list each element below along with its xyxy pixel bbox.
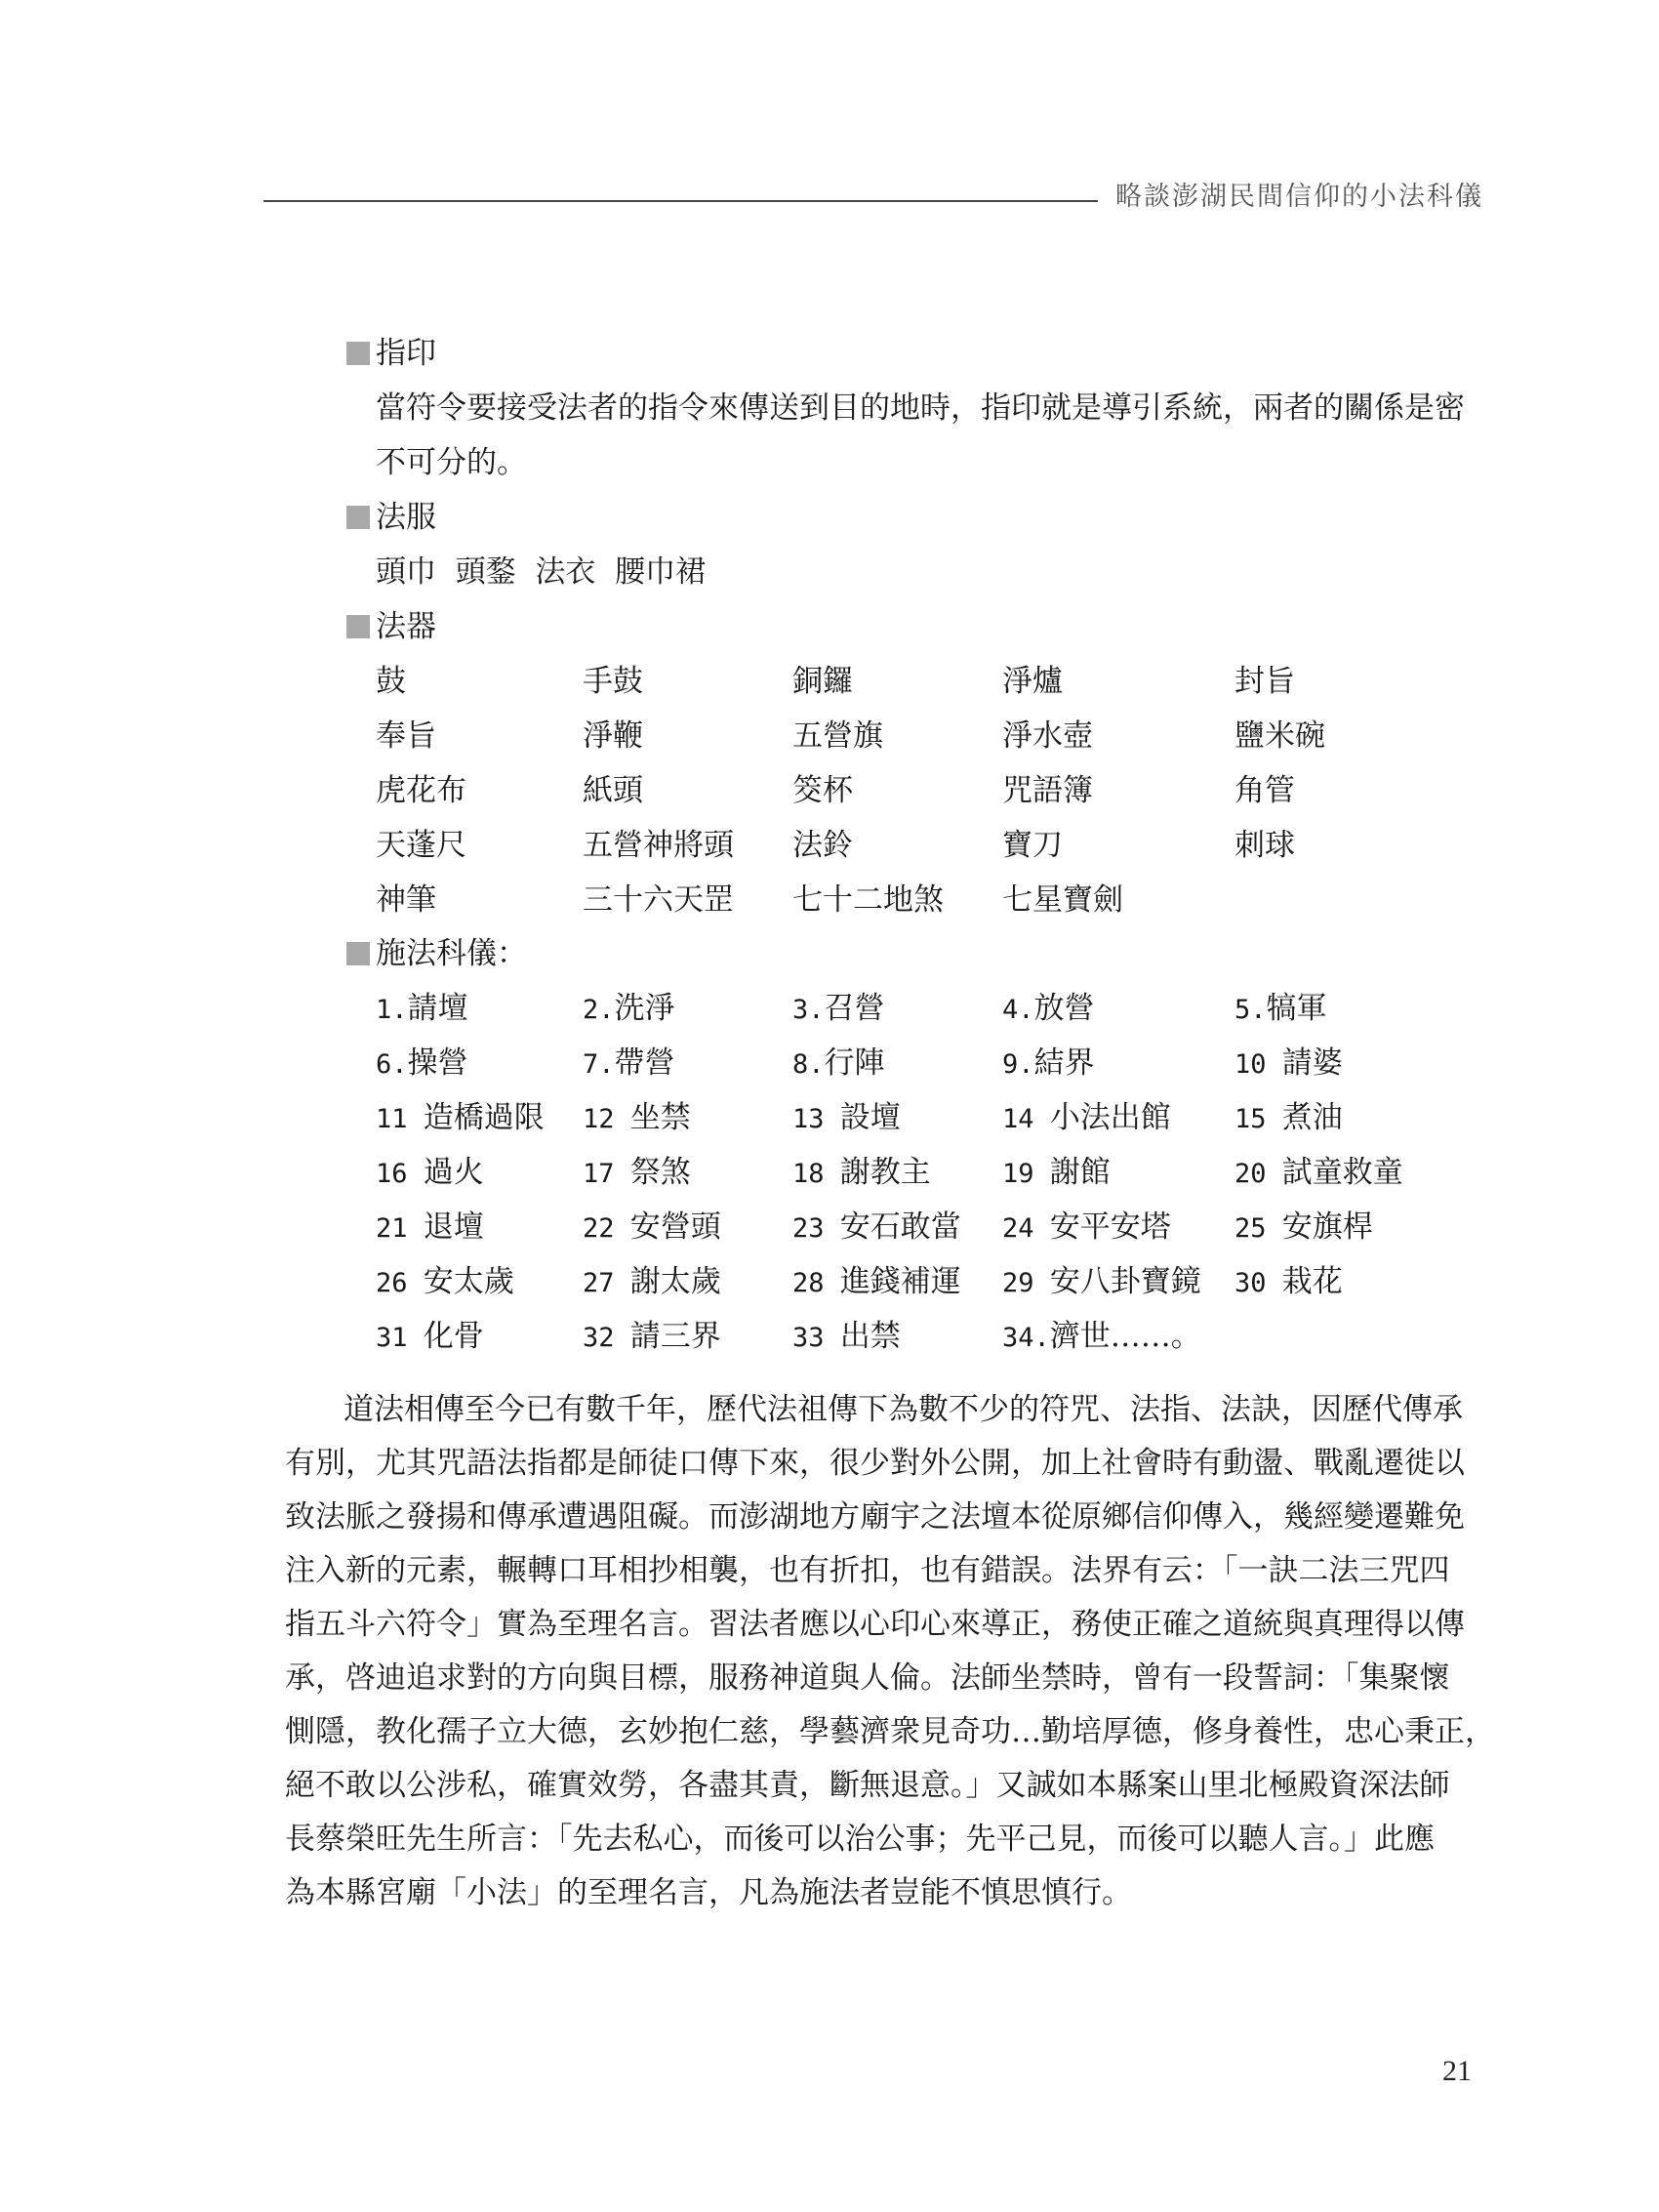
keyi-item: 34.濟世……。 <box>1002 1319 1201 1354</box>
keyi-item: 29 安八卦寶鏡 <box>1002 1264 1201 1299</box>
header-rule <box>263 200 1098 202</box>
keyi-item: 22 安營頭 <box>583 1209 721 1245</box>
faqi-item: 神筆 <box>376 882 436 918</box>
keyi-item: 9.結界 <box>1002 1045 1095 1081</box>
body-line: 注入新的元素，輾轉口耳相抄相襲，也有折扣，也有錯誤。法界有云：「一訣二法三咒四 <box>285 1553 1450 1588</box>
keyi-item: 8.行陣 <box>792 1045 885 1081</box>
faqi-item: 刺球 <box>1234 828 1295 863</box>
keyi-item: 18 謝教主 <box>792 1155 931 1190</box>
faqi-item: 咒語簿 <box>1002 773 1093 808</box>
faqi-item: 鹽米碗 <box>1234 718 1325 754</box>
keyi-row <box>376 1096 1449 1139</box>
faqi-item: 筊杯 <box>792 773 853 808</box>
keyi-item: 32 請三界 <box>583 1319 721 1354</box>
faqi-item: 手鼓 <box>583 664 643 699</box>
keyi-item: 13 設壇 <box>792 1100 901 1135</box>
gray-square-icon <box>346 942 370 965</box>
keyi-item: 19 謝館 <box>1002 1155 1111 1190</box>
running-head <box>263 171 1483 210</box>
section-heading-text: 施法科儀： <box>376 936 527 971</box>
keyi-item: 28 進錢補運 <box>792 1264 961 1299</box>
page-number: 21 <box>1442 2055 1472 2087</box>
faqi-item: 天蓬尺 <box>376 828 466 863</box>
body-line: 絕不敢以公涉私，確實效勞，各盡其責，斷無退意。」又誠如本縣案山里北極殿資深法師 <box>285 1768 1450 1803</box>
section-heading-text: 法器 <box>376 609 436 644</box>
keyi-item: 10 請婆 <box>1234 1045 1343 1081</box>
body-line: 道法相傳至今已有數千年，歷代法祖傳下為數不少的符咒、法指、法訣，因歷代傳承 <box>344 1392 1463 1427</box>
keyi-item: 3.召營 <box>792 991 885 1026</box>
keyi-row <box>376 1315 1449 1358</box>
section-heading-text: 法服 <box>376 500 436 535</box>
keyi-row <box>376 987 1449 1030</box>
faqi-row <box>376 715 1449 758</box>
section-heading-faqi <box>346 605 436 648</box>
keyi-item: 24 安平安塔 <box>1002 1209 1171 1245</box>
keyi-item: 4.放營 <box>1002 991 1095 1026</box>
gray-square-icon <box>346 506 370 529</box>
keyi-item: 14 小法出館 <box>1002 1100 1171 1135</box>
running-title: 略談澎湖民間信仰的小法科儀 <box>1115 182 1483 212</box>
keyi-item: 15 煮油 <box>1234 1100 1343 1135</box>
faqi-item: 封旨 <box>1234 664 1295 699</box>
faqi-item: 五營神將頭 <box>583 828 734 863</box>
faqi-row <box>376 769 1449 812</box>
faqi-row <box>376 879 1449 922</box>
keyi-item: 33 出禁 <box>792 1319 901 1354</box>
faqi-item: 奉旨 <box>376 718 436 754</box>
faqi-item: 虎花布 <box>376 773 466 808</box>
faqi-item: 七十二地煞 <box>792 882 944 918</box>
zhiyin-line-1: 當符令要接受法者的指令來傳送到目的地時，指印就是導引系統，兩者的關係是密 <box>376 390 1465 426</box>
section-heading-text: 指印 <box>376 336 436 371</box>
keyi-item: 7.帶營 <box>583 1045 675 1081</box>
keyi-item: 31 化骨 <box>376 1319 484 1354</box>
faqi-item: 五營旗 <box>792 718 883 754</box>
gray-square-icon <box>346 342 370 365</box>
keyi-item: 17 祭煞 <box>583 1155 691 1190</box>
faqi-item: 三十六天罡 <box>583 882 734 918</box>
faqi-item: 法鈴 <box>792 828 853 863</box>
keyi-row <box>376 1151 1449 1194</box>
keyi-item: 6.操營 <box>376 1045 468 1081</box>
faqi-item: 寶刀 <box>1002 828 1063 863</box>
gray-square-icon <box>346 615 370 638</box>
keyi-item: 26 安太歲 <box>376 1264 514 1299</box>
faqi-item: 角管 <box>1234 773 1295 808</box>
faqi-item: 淨鞭 <box>583 718 643 754</box>
keyi-item: 11 造橋過限 <box>376 1100 545 1135</box>
keyi-item: 1.請壇 <box>376 991 468 1026</box>
keyi-item: 27 謝太歲 <box>583 1264 721 1299</box>
section-heading-keyi <box>346 932 527 975</box>
body-line: 惻隱，教化孺子立大德，玄妙抱仁慈，學藝濟衆見奇功…勤培厚德，修身養性，忠心秉正， <box>285 1714 1495 1749</box>
zhiyin-line-2: 不可分的。 <box>376 445 527 480</box>
keyi-item: 30 栽花 <box>1234 1264 1343 1299</box>
faqi-item: 淨爐 <box>1002 664 1063 699</box>
faqi-item: 紙頭 <box>583 773 643 808</box>
section-heading-zhiyin <box>346 332 436 375</box>
keyi-row <box>376 1206 1449 1249</box>
faqi-item: 淨水壺 <box>1002 718 1093 754</box>
keyi-item: 16 過火 <box>376 1155 484 1190</box>
keyi-item: 5.犒軍 <box>1234 991 1327 1026</box>
faqi-item: 鼓 <box>376 664 406 699</box>
keyi-item: 12 坐禁 <box>583 1100 691 1135</box>
body-line: 有別，尤其咒語法指都是師徒口傳下來，很少對外公開，加上社會時有動盪、戰亂遷徙以 <box>285 1446 1465 1481</box>
body-line: 長蔡榮旺先生所言：「先去私心，而後可以治公事；先平己見，而後可以聽人言。」此應 <box>285 1822 1435 1857</box>
keyi-item: 20 試童救童 <box>1234 1155 1403 1190</box>
faqi-item: 銅鑼 <box>792 664 853 699</box>
faqi-row <box>376 660 1449 703</box>
fafu-items: 頭巾 頭鍪 法衣 腰巾裙 <box>376 554 707 590</box>
body-line: 承，啓迪追求對的方向與目標，服務神道與人倫。法師坐禁時，曾有一段誓詞：「集聚懷 <box>285 1660 1450 1696</box>
faqi-row <box>376 824 1449 867</box>
keyi-row <box>376 1042 1449 1085</box>
keyi-item: 21 退壇 <box>376 1209 484 1245</box>
section-heading-fafu <box>346 496 436 539</box>
body-line: 為本縣宮廟「小法」的至理名言，凡為施法者豈能不慎思慎行。 <box>285 1875 1132 1910</box>
keyi-item: 2.洗淨 <box>583 991 675 1026</box>
keyi-row <box>376 1260 1449 1303</box>
keyi-item: 23 安石敢當 <box>792 1209 961 1245</box>
keyi-item: 25 安旗桿 <box>1234 1209 1373 1245</box>
faqi-item: 七星寶劍 <box>1002 882 1123 918</box>
body-line: 致法脈之發揚和傳承遭遇阻礙。而澎湖地方廟宇之法壇本從原鄉信仰傳入，幾經變遷難免 <box>285 1499 1465 1535</box>
body-line: 指五斗六符令」實為至理名言。習法者應以心印心來導正，務使正確之道統與真理得以傳 <box>285 1607 1465 1642</box>
